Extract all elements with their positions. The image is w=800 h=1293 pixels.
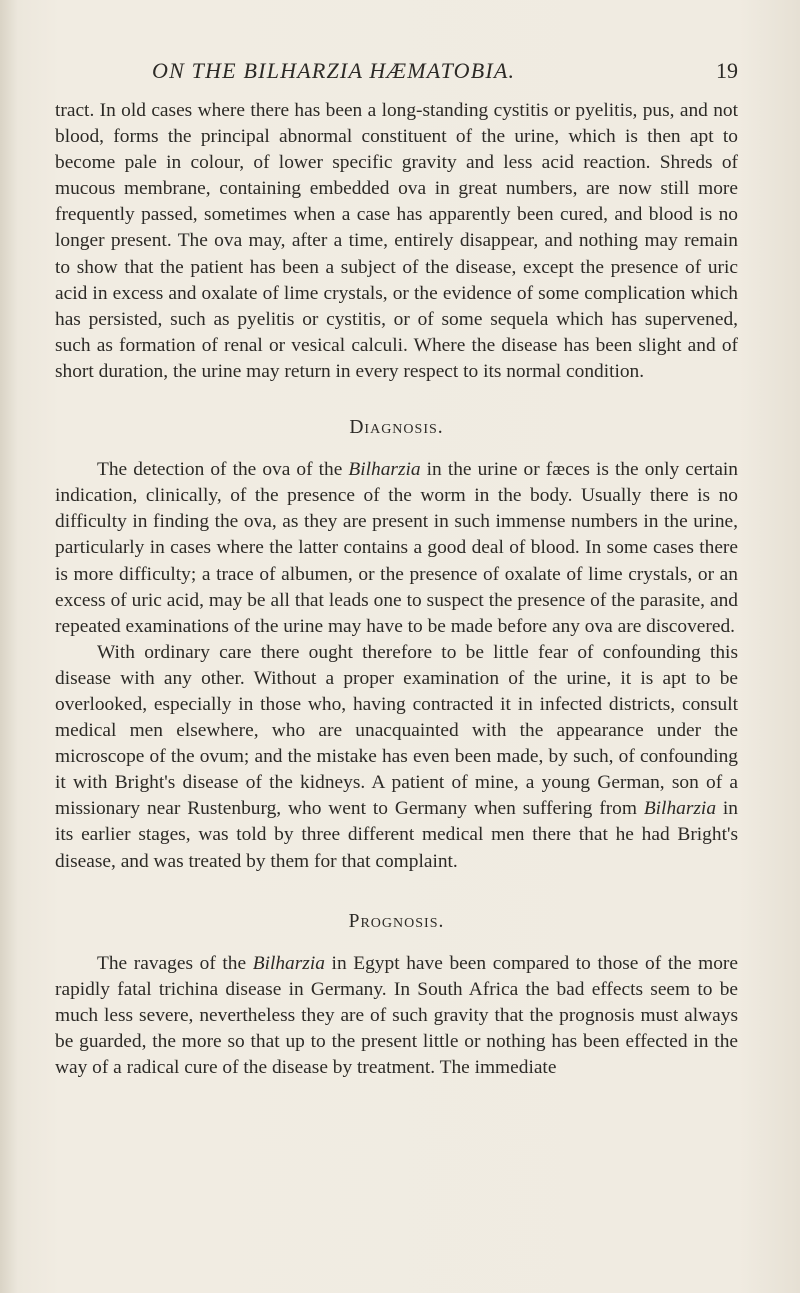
text-run: in its earlier stages, was told by three different medical men there that he had Bright's disease, and was treated by them for that complaint.: [55, 798, 738, 872]
italic-term: Bilharzia: [643, 798, 717, 820]
text-run: With ordinary care there ought therefore to be little fear of confounding this disease with any other. Without a proper examination of the urine, it is apt to be overlooked, especially in those who, having contracted it in infected districts, consult medical men elsewhere, who are unacquainted with the appearance under the microscope of the ovum; and the mistake has even been made, by such, of confounding it with Bright's disease of the kidneys. A patient of mine, a young German, son of a missionary near Rustenburg, who went to Germany when suffering from: [55, 641, 738, 820]
page-number: 19: [716, 58, 738, 83]
text-run: The ravages of the: [97, 952, 253, 974]
text-run: The detection of the ova of the: [97, 459, 349, 481]
section-heading-prognosis: Prognosis.: [348, 910, 445, 932]
paragraph-prognosis: [55, 951, 738, 1081]
section-heading-diagnosis: Diagnosis.: [349, 417, 444, 439]
text-run: in Egypt have been compared to those of the more rapidly fatal trichina disease in Germany. In South Africa the bad effects seem to be much less severe, nevertheless they are of such gravity that the prognosis must always be guarded, the more so that up to the present little or nothing has been effected in the way of a radical cure of the disease by treatment. The immediate: [55, 952, 738, 1079]
paragraph-continuation: tract. In old cases where there has been a long-standing cystitis or pyelitis, pus, and not blood, forms the principal abnormal constituent of the urine, which is then apt to become pale in colour, of lower specific gravity and less acid reaction. Shreds of mucous membrane, containing embedded ova in great numbers, are now still more frequently passed, sometimes when a case has apparently been cured, and blood is no longer present. The ova may, after a time, entirely disappear, and nothing may remain to show that the patient has been a subject of the disease, except the presence of uric acid in excess and oxalate of lime crystals, or the evidence of some complication which has persisted, such as pyelitis or cystitis, or of some sequela which has supervened, such as formation of renal or vesical calculi. Where the disease has been slight and of short duration, the urine may return in every respect to its normal condition.: [55, 100, 738, 382]
paragraph-diagnosis-2: [55, 640, 738, 875]
italic-term: Bilharzia: [348, 459, 421, 481]
page-header: [0, 58, 800, 88]
body-text: [55, 98, 738, 1081]
running-title: ON THE BILHARZIA HÆMATOBIA.: [152, 58, 516, 83]
italic-term: Bilharzia: [252, 952, 325, 974]
text-run: in the urine or fæces is the only certain indication, clinically, of the presence of the worm in the body. Usually there is no difficulty in finding the ova, as they are present in such immense numbers in the urine, particularly in cases where the latter contains a good deal of blood. In some cases there is more difficulty; a trace of albumen, or the presence of oxalate of lime crystals, or an excess of uric acid, may be all that leads one to suspect the presence of the parasite, and repeated examinations of the urine may have to be made before any ova are discovered.: [55, 459, 739, 637]
paragraph-diagnosis-1: [55, 457, 738, 640]
